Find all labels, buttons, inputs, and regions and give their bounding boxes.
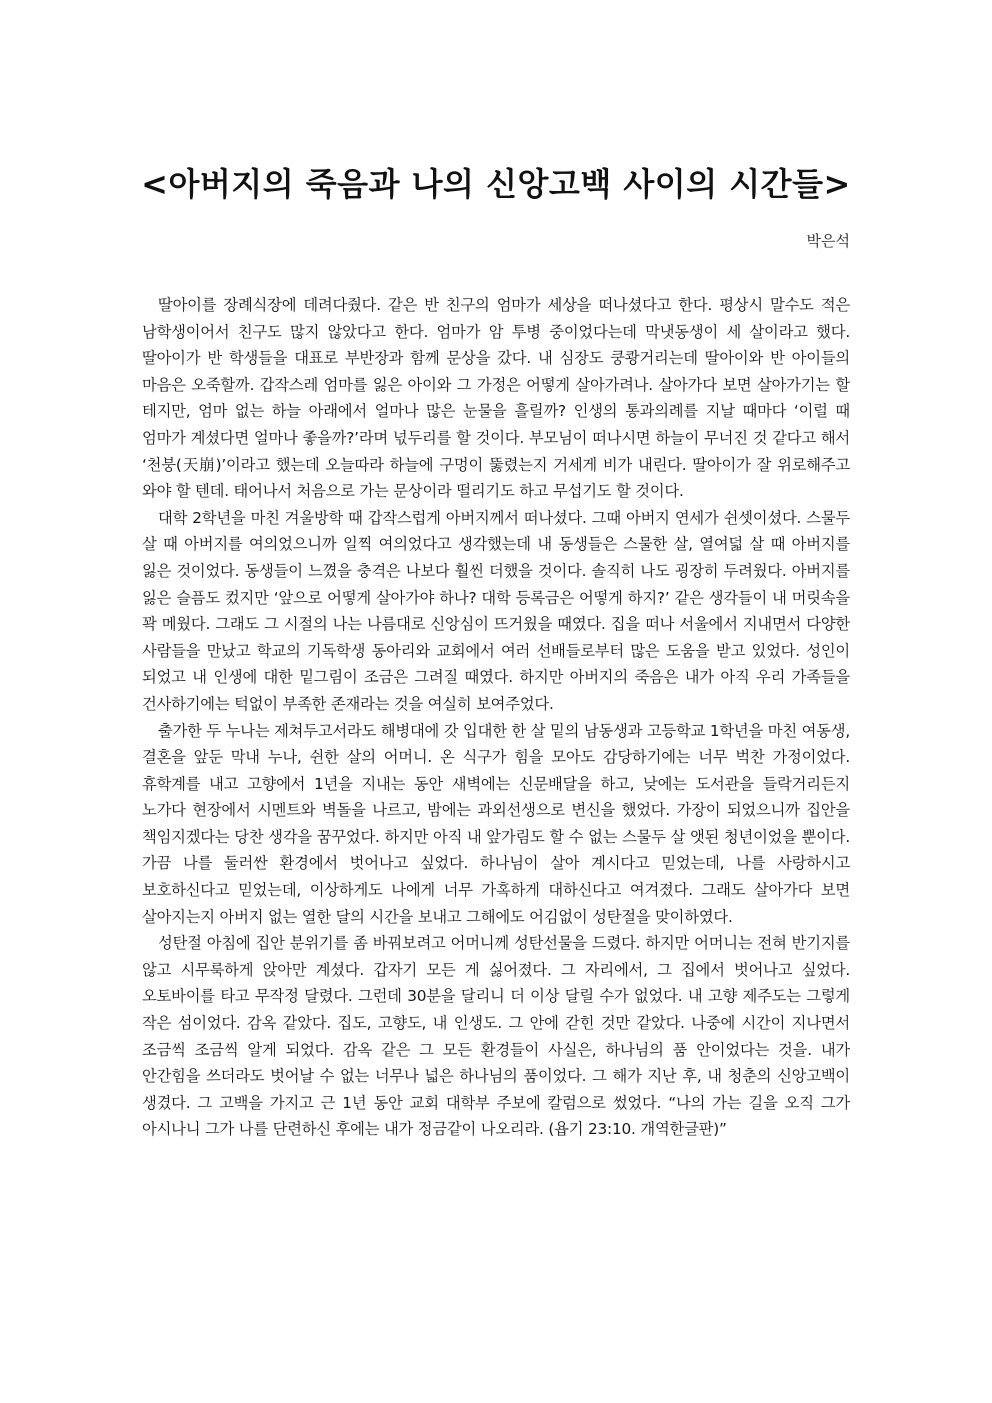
- paragraph-1: 딸아이를 장례식장에 데려다줬다. 같은 반 친구의 엄마가 세상을 떠나셨다고 한다. 평상시 말수도 적은 남학생이어서 친구도 많지 않았다고 한다. 엄마가 암 투병 중이었다는데 막냇동생이 세 살이라고 했다. 딸아이가 반 학생들을 대표로 부반장과 함께 문상을 갔다. 내 심장도 쿵쾅거리는데 딸아이와 반 아이들의 마음은 오죽할까. 갑작스레 엄마를 잃은 아이와 그 가정은 어떻게 살아가려나. 살아가다 보면 살아가기는 할 테지만, 엄마 없는 하늘 아래에서 얼마나 많은 눈물을 흘릴까? 인생의 통과의례를 지날 때마다 ‘이럴 때 엄마가 계셨다면 얼마나 좋을까?’라며 넋두리를 할 것이다. 부모님이 떠나시면 하늘이 무너진 것 같다고 해서 ‘천붕(天崩)’이라고 했는데 오늘따라 하늘에 구멍이 뚫렸는지 거세게 비가 내린다. 딸아이가 잘 위로해주고 와야 할 텐데. 태어나서 처음으로 가는 문상이라 떨리기도 하고 무섭기도 할 것이다.: [142, 296, 850, 501]
- document-body: [142, 292, 850, 1143]
- paragraph-3: 출가한 두 누나는 제쳐두고서라도 해병대에 갓 입대한 한 살 밑의 남동생과 고등학교 1학년을 마친 여동생, 결혼을 앞둔 막내 누나, 쉰한 살의 어머니. 온 식구가 힘을 모아도 감당하기에는 너무 벅찬 가정이었다. 휴학계를 내고 고향에서 1년을 지내는 동안 새벽에는 신문배달을 하고, 낮에는 도서관을 들락거리든지 노가다 현장에서 시멘트와 벽돌을 나르고, 밤에는 과외선생으로 변신을 했었다. 가장이 되었으니까 집안을 책임지겠다는 당찬 생각을 꿈꾸었다. 하지만 아직 내 앞가림도 할 수 없는 스물두 살 앳된 청년이었을 뿐이다. 가끔 나를 둘러싼 환경에서 벗어나고 싶었다. 하나님이 살아 계시다고 믿었는데, 나를 사랑하시고 보호하신다고 믿었는데, 이상하게도 나에게 너무 가혹하게 대하신다고 여겨졌다. 그래도 살아가다 보면 살아지는지 아버지 없는 열한 달의 시간을 보내고 그해에도 어김없이 성탄절을 맞이하였다.: [142, 721, 850, 926]
- paragraph-2: 대학 2학년을 마친 겨울방학 때 갑작스럽게 아버지께서 떠나셨다. 그때 아버지 연세가 쉰셋이셨다. 스물두 살 때 아버지를 여의었으니까 일찍 여의었다고 생각했는데 내 동생들은 스물한 살, 열여덟 살 때 아버지를 잃은 것이었다. 동생들이 느꼈을 충격은 나보다 훨씬 더했을 것이다. 솔직히 나도 굉장히 두려웠다. 아버지를 잃은 슬픔도 컸지만 ‘앞으로 어떻게 살아가야 하나? 대학 등록금은 어떻게 하지?’ 같은 생각들이 내 머릿속을 꽉 메웠다. 그래도 그 시절의 나는 나름대로 신앙심이 뜨거웠을 때였다. 집을 떠나 서울에서 지내면서 다양한 사람들을 만났고 학교의 기독학생 동아리와 교회에서 여러 선배들로부터 많은 도움을 받고 있었다. 성인이 되었고 내 인생에 대한 밑그림이 조금은 그려질 때였다. 하지만 아버지의 죽음은 내가 아직 우리 가족들을 건사하기에는 턱없이 부족한 존재라는 것을 여실히 보여주었다.: [142, 508, 850, 713]
- document-title: <아버지의 죽음과 나의 신앙고백 사이의 시간들>: [141, 165, 851, 203]
- paragraph-4: 성탄절 아침에 집안 분위기를 좀 바꿔보려고 어머니께 성탄선물을 드렸다. 하지만 어머니는 전혀 반기지를 않고 시무룩하게 앉아만 계셨다. 갑자기 모든 게 싫어졌다. 그 자리에서, 그 집에서 벗어나고 싶었다. 오토바이를 타고 무작정 달렸다. 그런데 30분을 달리니 더 이상 달릴 수가 없었다. 내 고향 제주도는 그렇게 작은 섬이었다. 감옥 같았다. 집도, 고향도, 내 인생도. 그 안에 갇힌 것만 같았다. 나중에 시간이 지나면서 조금씩 조금씩 알게 되었다. 감옥 같은 그 모든 환경들이 사실은, 하나님의 품 안이었다는 것을. 내가 안간힘을 쓰더라도 벗어날 수 없는 너무나 넓은 하나님의 품이었다. 그 해가 지난 후, 내 청춘의 신앙고백이 생겼다. 그 고백을 가지고 근 1년 동안 교회 대학부 주보에 칼럼으로 썼었다. “나의 가는 길을 오직 그가 아시나니 그가 나를 단련하신 후에는 내가 정금같이 나오리라. (욥기 23:10. 개역한글판)”: [142, 934, 850, 1139]
- author-name: 박은석: [806, 232, 850, 250]
